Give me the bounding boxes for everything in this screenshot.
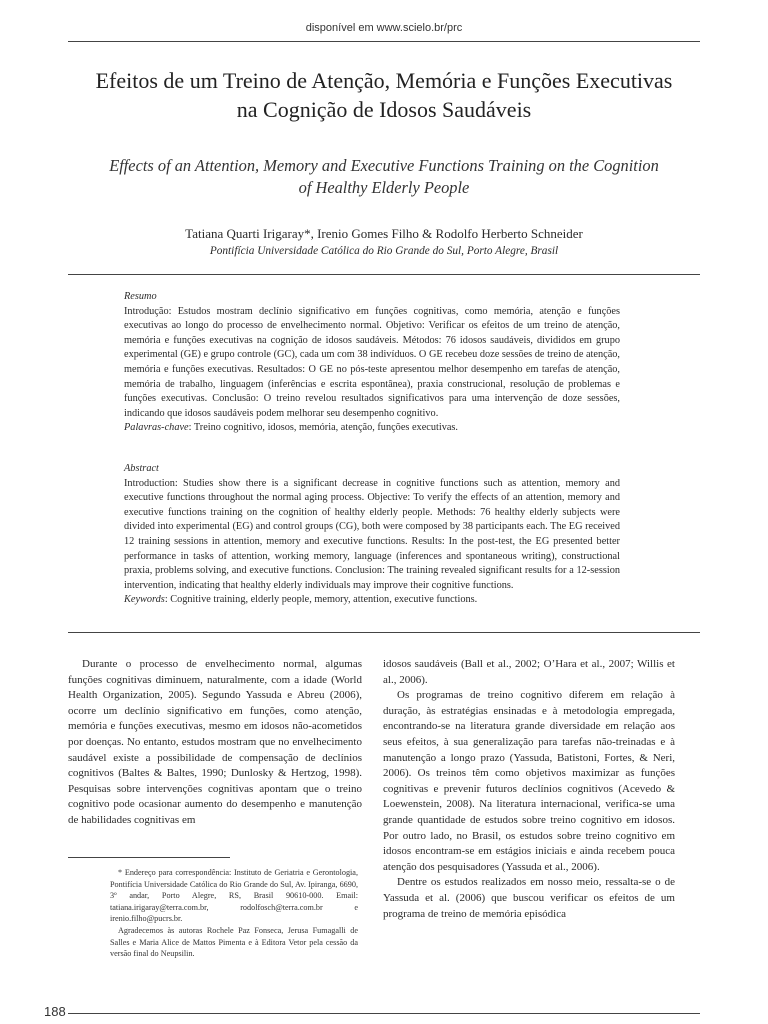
paper-title-english-line1: Effects of an Attention, Memory and Executive Functions Training on the Cognition: [109, 156, 659, 175]
abstract-keywords-label: Keywords: [124, 594, 165, 606]
abstract-top-divider: [68, 274, 700, 275]
footnote: [110, 867, 358, 960]
journal-url: disponível em www.scielo.br/prc: [305, 22, 463, 34]
footnote-acknowledgment: Agradecemos às autoras Rochele Paz Fonseca, Jerusa Fumagalli de Salles e Maria Alice de Mattos Pimenta e à Editora Vetor pela cessão da versão final do Neupsilin.: [110, 925, 358, 959]
paper-title-english: [68, 155, 700, 199]
paper-title-line2: na Cognição de Idosos Saudáveis: [236, 97, 532, 122]
abstract-heading: Abstract: [124, 463, 159, 474]
page-number: 188: [44, 1004, 66, 1019]
resumo-keywords-label: Palavras-chave: [124, 422, 189, 434]
body-column-left: [68, 657, 362, 829]
bottom-divider: [68, 1013, 700, 1014]
abstract-text: Introduction: Studies show there is a significant decrease in cognitive functions such as attention, memory and executive functions throughout the normal aging process. Objective: To verify the effects of an attention, memory and executive functions training on the cognition of healthy elderly people. Methods: 76 healthy elderly subjects were divided into experimental (EG) and control groups (CG), both were composed by 38 participants each. The EG received 12 training sessions in attention, memory and executive functions. Results: In the post-test, the EG presented better performance in tasks of attention, working memory, language (inferences and spontaneous writing), constructional praxia, problems solving, and executive functions. Conclusion: The training revealed significant results for a 12-session intervention, indicating that healthy elderly individuals may improve their cognitive functions.: [124, 477, 620, 591]
abstract-keywords-text: : Cognitive training, elderly people, memory, attention, executive functions.: [164, 594, 478, 606]
abstract-keywords: [124, 593, 620, 608]
paper-title: [68, 66, 700, 124]
resumo-keywords-text: : Treino cognitivo, idosos, memória, atenção, funções executivas.: [188, 422, 459, 434]
footnote-correspondence: * Endereço para correspondência: Instituto de Geriatria e Gerontologia, Pontifícia Universidade Católica do Rio Grande do Sul, Av. Ipiranga, 6690, 3º andar, Porto Alegre, RS, Brasil 90610-000. Email: tatiana.irigaray@terra.com.br, rodolfosch@terra.com.br e irenio.filho@pucrs.br.: [110, 868, 358, 924]
resumo-heading: Resumo: [124, 291, 157, 302]
body-paragraph: Dentre os estudos realizados em nosso meio, ressalta-se o de Yassuda et al. (2006) que buscou verificar os efeitos de um programa de treino de memória episódica: [383, 876, 675, 920]
affiliation: Pontifícia Universidade Católica do Rio Grande do Sul, Porto Alegre, Brasil: [209, 245, 559, 257]
abstract-bottom-divider: [68, 632, 700, 633]
body-paragraph-continued: idosos saudáveis (Ball et al., 2002; O’Hara et al., 2007; Willis et al., 2006).: [383, 658, 675, 686]
top-divider: [68, 41, 700, 42]
body-paragraph: Os programas de treino cognitivo diferem em relação à duração, às estratégias ensinadas e à metodologia empregada, encontrando-se na literatura grande diversidade em relação aos seus efeitos, à sua generalização para tarefas não-treinadas e à manutenção a longo prazo (Yassuda, Batistoni, Fortes, & Neri, 2006). Os treinos têm como objetivos maximizar as funções cognitivas e prevenir futuros declínios cognitivos (Acevedo & Loewenstein, 2008). Na literatura internacional, verifica-se uma grande quantidade de estudos sobre treino cognitivo em idosos. Por outro lado, no Brasil, os estudos sobre treino cognitivo em idosos encontram-se em estágios iniciais e ainda recebem pouca atenção dos pesquisadores (Yassuda et al., 2006).: [383, 689, 675, 873]
body-paragraph: Durante o processo de envelhecimento normal, algumas funções cognitivas diminuem, naturalmente, com a idade (World Health Organization, 2005). Segundo Yassuda e Abreu (2006), ocorre um declínio significativo em funções, como atenção, memória e funções executivas, mesmo em idosos não-acometidos por doenças. No entanto, estudos mostram que no envelhecimento saudável existe a possibilidade de compensação de declínios cognitivos (Baltes & Baltes, 1990; Dunlosky & Hertzog, 1998). Pesquisas sobre intervenções cognitivas apontam que o treino cognitivo pode ocasionar aumento do desempenho e manutenção de habilidades cognitivas em: [68, 658, 362, 826]
body-column-right: [383, 657, 675, 922]
resumo-text: Introdução: Estudos mostram declínio significativo em funções cognitivas, como memória, atenção e funções executivas ao longo do processo de envelhecimento normal. Objetivo: Verificar os efeitos de um treino de atenção, memória e funções executivas na cognição de idosos saudáveis. Métodos: 76 idosos saudáveis, divididos em grupo experimental (GE) e grupo controle (GC), cada um com 38 indivíduos. O GE recebeu doze sessões de treino de atenção, memória e funções executivas. Resultados: O GE no pós-teste apresentou melhor desempenho em tarefas de atenção, memória de trabalho, linguagem (inferências e escrita espontânea), praxia construcional, resolução de problemas e funções executivas. Conclusão: O treino revelou resultados significativos para uma intervenção de doze sessões, indicando que idosos saudáveis podem melhorar seu desempenho cognitivo.: [124, 305, 620, 419]
resumo-block: [124, 290, 620, 436]
paper-title-english-line2: of Healthy Elderly People: [298, 178, 470, 197]
footnote-divider: [68, 857, 230, 858]
abstract-block: [124, 462, 620, 608]
paper-title-line1: Efeitos de um Treino de Atenção, Memória e Funções Executivas: [95, 68, 673, 93]
author-list: Tatiana Quarti Irigaray*, Irenio Gomes Filho & Rodolfo Herberto Schneider: [185, 226, 583, 241]
resumo-keywords: [124, 421, 620, 436]
